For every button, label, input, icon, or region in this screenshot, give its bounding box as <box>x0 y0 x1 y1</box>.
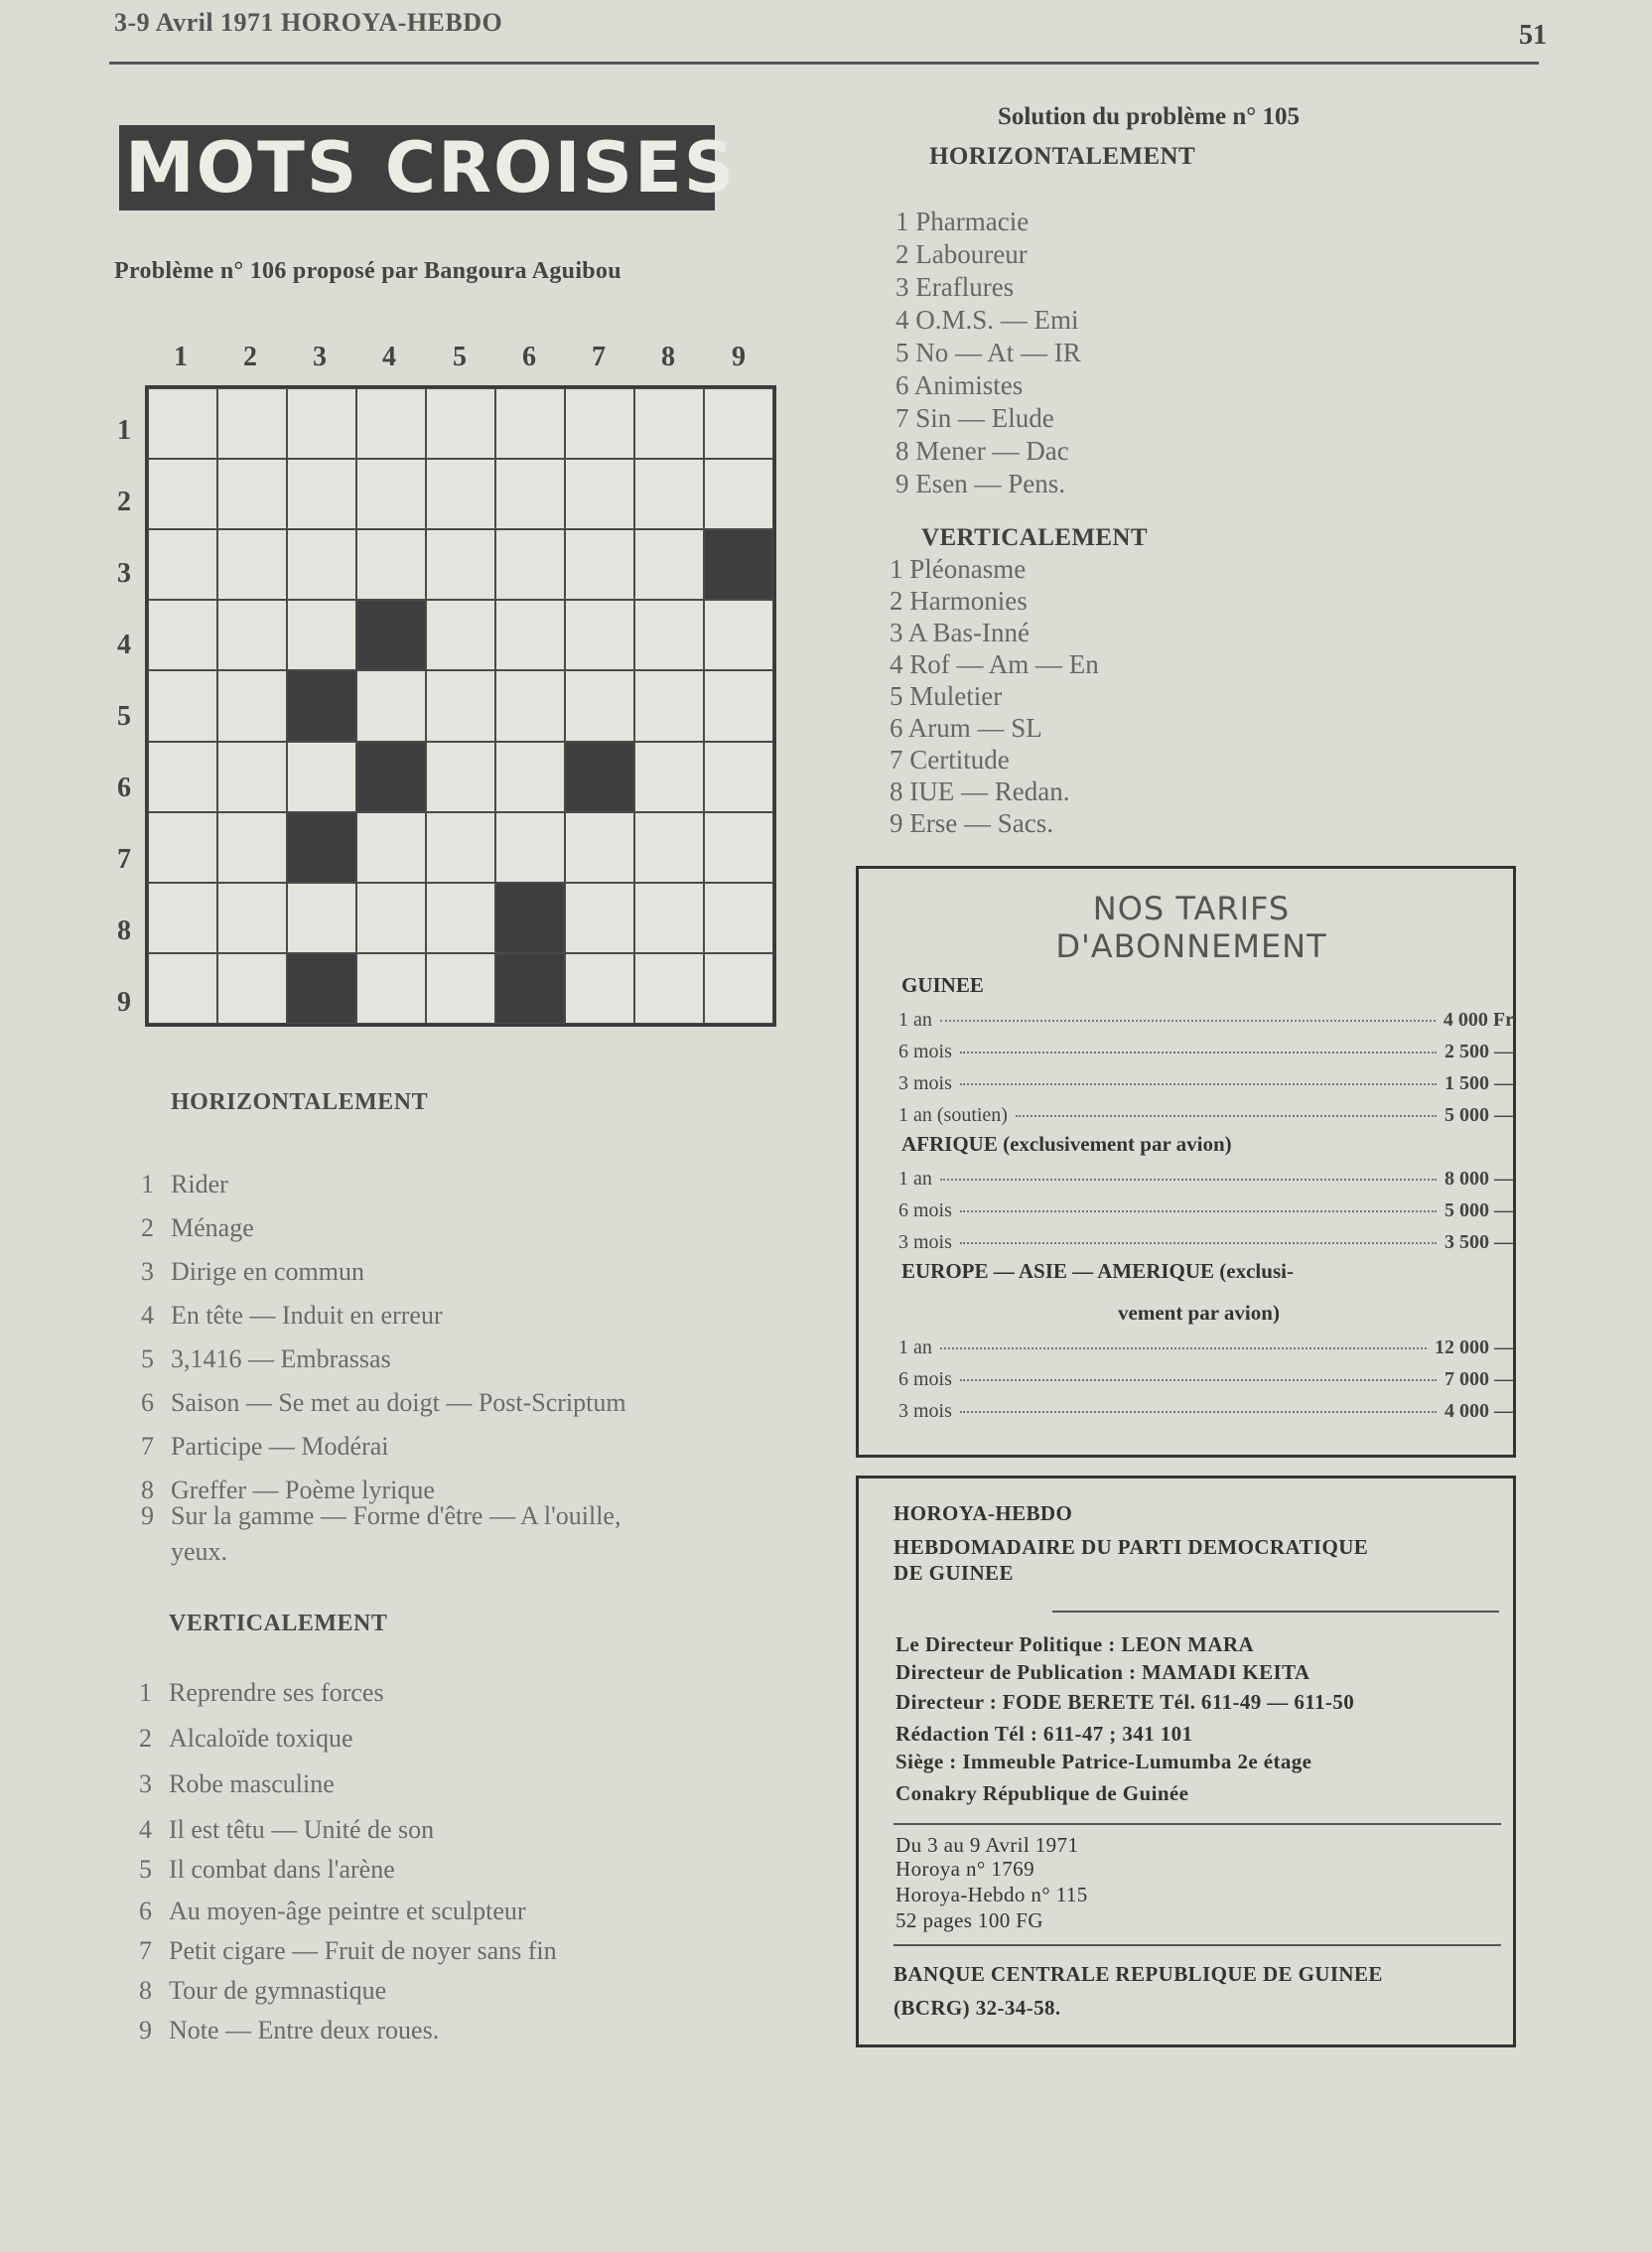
clue-horizontal: 5 3,1416 — Embrassas <box>141 1344 391 1373</box>
clue-horizontal-cont: yeux. <box>171 1537 228 1566</box>
grid-cell-black <box>287 670 356 741</box>
row-number: 7 <box>117 844 131 875</box>
masthead-staff: Directeur de Publication : MAMADI KEITA <box>895 1660 1310 1684</box>
solution-vertical-item: 4 Rof — Am — En <box>890 649 1099 679</box>
tarif-row: 6 mois 2 500 — <box>898 1041 1514 1062</box>
grid-cell <box>217 459 287 529</box>
grid-cell <box>634 883 704 953</box>
grid-cell <box>356 529 426 600</box>
row-number: 2 <box>117 487 131 517</box>
page-number: 51 <box>1519 20 1547 51</box>
tarif-row: 3 mois 3 500 — <box>898 1231 1514 1253</box>
crossword-grid <box>145 385 776 1027</box>
solution-horizontal-item: 1 Pharmacie <box>895 207 1030 236</box>
grid-cell <box>426 670 495 741</box>
solution-vertical-item: 6 Arum — SL <box>890 713 1042 743</box>
grid-cell-black <box>565 742 634 812</box>
masthead-staff: Directeur : FODE BERETE Tél. 611-49 — 611-50 <box>895 1690 1355 1714</box>
grid-cell <box>426 388 495 459</box>
row-number: 3 <box>117 558 131 589</box>
grid-cell <box>356 953 426 1024</box>
masthead-desc: DE GUINEE <box>894 1561 1014 1585</box>
grid-cell <box>704 600 773 670</box>
clue-vertical: 2 Alcaloïde toxique <box>139 1724 353 1753</box>
grid-cell <box>356 459 426 529</box>
clue-horizontal: 6 Saison — Se met au doigt — Post-Scriptum <box>141 1388 626 1417</box>
puzzle-subtitle: Problème n° 106 proposé par Bangoura Aguibou <box>114 258 621 284</box>
clue-vertical: 7 Petit cigare — Fruit de noyer sans fin <box>139 1936 557 1965</box>
grid-cell-black <box>287 953 356 1024</box>
grid-cell <box>704 459 773 529</box>
grid-cell <box>495 459 565 529</box>
grid-cell <box>287 459 356 529</box>
clue-vertical: 9 Note — Entre deux roues. <box>139 2016 440 2044</box>
solution-vertical-item: 5 Muletier <box>890 681 1003 711</box>
grid-cell <box>704 742 773 812</box>
solution-horizontal-item: 4 O.M.S. — Emi <box>895 305 1079 335</box>
solution-horizontal-item: 2 Laboureur <box>895 239 1028 269</box>
grid-cell <box>565 600 634 670</box>
grid-cell <box>704 883 773 953</box>
tarif-region-guinee: GUINEE <box>901 973 984 997</box>
solution-vertical-item: 2 Harmonies <box>890 586 1028 616</box>
row-number: 6 <box>117 773 131 803</box>
solution-vertical-item: 7 Certitude <box>890 745 1010 774</box>
masthead-name: HOROYA-HEBDO <box>894 1501 1073 1525</box>
col-number: 7 <box>592 342 606 372</box>
tarif-region-europe-cont: vement par avion) <box>1118 1301 1280 1325</box>
grid-cell <box>148 883 217 953</box>
bank-phone: (BCRG) 32-34-58. <box>894 1996 1061 2020</box>
grid-cell <box>426 529 495 600</box>
clue-horizontal: 7 Participe — Modérai <box>141 1432 389 1461</box>
grid-cell <box>148 670 217 741</box>
grid-cell <box>704 388 773 459</box>
grid-cell-black <box>356 742 426 812</box>
grid-cell <box>565 670 634 741</box>
grid-cell <box>217 529 287 600</box>
grid-cell <box>495 742 565 812</box>
grid-cell <box>287 388 356 459</box>
grid-cell <box>356 883 426 953</box>
grid-cell <box>495 529 565 600</box>
grid-cell <box>565 883 634 953</box>
grid-cell <box>148 529 217 600</box>
vertical-heading: VERTICALEMENT <box>169 1611 388 1636</box>
solution-horizontal-item: 3 Eraflures <box>895 272 1015 302</box>
masthead-staff: Le Directeur Politique : LEON MARA <box>895 1632 1255 1656</box>
tarif-row: 6 mois 5 000 — <box>898 1199 1514 1221</box>
clue-vertical: 4 Il est têtu — Unité de son <box>139 1815 435 1844</box>
tarif-region-afrique: AFRIQUE (exclusivement par avion) <box>901 1132 1232 1156</box>
tarif-row: 1 an 12 000 — <box>898 1337 1514 1358</box>
grid-cell <box>356 670 426 741</box>
tarif-row: 3 mois 1 500 — <box>898 1072 1514 1094</box>
grid-cell <box>634 600 704 670</box>
masthead-staff: Rédaction Tél : 611-47 ; 341 101 <box>895 1722 1193 1746</box>
grid-cell <box>565 953 634 1024</box>
grid-cell <box>426 600 495 670</box>
grid-cell <box>217 883 287 953</box>
issue-info: 52 pages 100 FG <box>895 1908 1043 1932</box>
grid-cell <box>287 529 356 600</box>
horizontal-heading: HORIZONTALEMENT <box>171 1089 429 1115</box>
grid-cell <box>217 600 287 670</box>
grid-cell <box>217 812 287 883</box>
clue-horizontal: 4 En tête — Induit en erreur <box>141 1301 443 1330</box>
grid-cell <box>565 529 634 600</box>
grid-cell <box>217 742 287 812</box>
grid-cell <box>148 953 217 1024</box>
tarif-row: 6 mois 7 000 — <box>898 1368 1514 1390</box>
solution-horizontal-item: 7 Sin — Elude <box>895 403 1054 433</box>
tarif-row: 3 mois 4 000 — <box>898 1400 1514 1422</box>
solution-horizontal-item: 5 No — At — IR <box>895 338 1081 367</box>
clue-vertical: 1 Reprendre ses forces <box>139 1678 384 1707</box>
solution-vertical-item: 9 Erse — Sacs. <box>890 808 1053 838</box>
grid-cell <box>565 812 634 883</box>
grid-cell-black <box>495 953 565 1024</box>
clue-vertical: 8 Tour de gymnastique <box>139 1976 387 2005</box>
grid-cell <box>634 670 704 741</box>
col-number: 4 <box>382 342 396 372</box>
row-number: 1 <box>117 415 131 446</box>
row-number: 4 <box>117 630 131 660</box>
grid-cell <box>634 812 704 883</box>
clue-vertical: 3 Robe masculine <box>139 1769 335 1798</box>
grid-cell <box>704 812 773 883</box>
grid-cell <box>634 459 704 529</box>
grid-cell <box>148 812 217 883</box>
grid-cell <box>634 529 704 600</box>
grid-cell <box>148 388 217 459</box>
grid-cell <box>495 600 565 670</box>
solution-vertical-heading: VERTICALEMENT <box>921 524 1148 551</box>
bank-name: BANQUE CENTRALE REPUBLIQUE DE GUINEE <box>894 1962 1383 1986</box>
tarif-row: 1 an (soutien) 5 000 — <box>898 1104 1514 1126</box>
grid-cell <box>217 388 287 459</box>
col-number: 2 <box>243 342 257 372</box>
clue-horizontal: 1 Rider <box>141 1170 228 1198</box>
masthead-desc: HEBDOMADAIRE DU PARTI DEMOCRATIQUE <box>894 1535 1369 1559</box>
masthead-staff: Siège : Immeuble Patrice-Lumumba 2e étage <box>895 1750 1312 1773</box>
grid-cell <box>148 459 217 529</box>
row-number: 9 <box>117 987 131 1018</box>
grid-cell-black <box>287 812 356 883</box>
tarif-row: 1 an 8 000 — <box>898 1168 1514 1190</box>
col-number: 3 <box>313 342 327 372</box>
solution-horizontal-heading: HORIZONTALEMENT <box>929 143 1196 170</box>
grid-cell <box>356 812 426 883</box>
col-number: 8 <box>661 342 675 372</box>
separator <box>894 1944 1501 1946</box>
grid-cell <box>148 742 217 812</box>
grid-cell <box>287 742 356 812</box>
row-number: 8 <box>117 915 131 946</box>
solution-title: Solution du problème n° 105 <box>998 103 1301 130</box>
solution-horizontal-item: 8 Mener — Dac <box>895 436 1069 466</box>
grid-cell <box>495 388 565 459</box>
issue-info: Horoya-Hebdo n° 115 <box>895 1883 1088 1906</box>
issue-info: Du 3 au 9 Avril 1971 <box>895 1833 1079 1857</box>
separator <box>1052 1611 1499 1613</box>
col-number: 5 <box>453 342 467 372</box>
grid-cell <box>565 388 634 459</box>
grid-cell <box>426 812 495 883</box>
clue-horizontal: 8 Greffer — Poème lyrique <box>141 1476 435 1504</box>
col-number: 1 <box>174 342 188 372</box>
col-number: 6 <box>522 342 536 372</box>
clue-vertical: 6 Au moyen-âge peintre et sculpteur <box>139 1897 526 1925</box>
solution-vertical-item: 1 Pléonasme <box>890 554 1027 584</box>
solution-vertical-item: 3 A Bas-Inné <box>890 618 1030 647</box>
grid-cell <box>426 953 495 1024</box>
grid-cell <box>287 883 356 953</box>
grid-cell-black <box>356 600 426 670</box>
grid-cell <box>426 883 495 953</box>
subscription-title: NOS TARIFS D'ABONNEMENT <box>1055 890 1327 965</box>
grid-cell-black <box>495 883 565 953</box>
grid-cell <box>217 953 287 1024</box>
grid-cell <box>148 600 217 670</box>
grid-cell <box>426 459 495 529</box>
clue-horizontal: 2 Ménage <box>141 1213 254 1242</box>
grid-cell <box>565 459 634 529</box>
grid-cell <box>634 953 704 1024</box>
row-number: 5 <box>117 701 131 732</box>
grid-cell <box>356 388 426 459</box>
grid-cell <box>634 742 704 812</box>
grid-cell <box>495 670 565 741</box>
clue-vertical: 5 Il combat dans l'arène <box>139 1855 395 1884</box>
header-date: 3-9 Avril 1971 HOROYA-HEBDO <box>114 8 503 37</box>
separator <box>894 1823 1501 1825</box>
grid-cell <box>634 388 704 459</box>
masthead-staff: Conakry République de Guinée <box>895 1781 1189 1805</box>
solution-horizontal-item: 6 Animistes <box>895 370 1024 400</box>
grid-cell <box>217 670 287 741</box>
grid-cell <box>495 812 565 883</box>
col-number: 9 <box>732 342 746 372</box>
issue-info: Horoya n° 1769 <box>895 1857 1034 1881</box>
solution-vertical-item: 8 IUE — Redan. <box>890 776 1070 806</box>
clue-horizontal: 3 Dirige en commun <box>141 1257 364 1286</box>
grid-cell <box>287 600 356 670</box>
clue-horizontal: 9 Sur la gamme — Forme d'être — A l'ouille, <box>141 1501 621 1530</box>
grid-cell <box>426 742 495 812</box>
header-rule <box>109 62 1539 65</box>
grid-cell <box>704 670 773 741</box>
puzzle-title: MOTS CROISES <box>125 127 737 209</box>
tarif-region-europe: EUROPE — ASIE — AMERIQUE (exclusi- <box>901 1259 1294 1283</box>
grid-cell-black <box>704 529 773 600</box>
tarif-row: 1 an 4 000 Fr <box>898 1009 1514 1031</box>
grid-cell <box>704 953 773 1024</box>
solution-horizontal-item: 9 Esen — Pens. <box>895 469 1065 498</box>
